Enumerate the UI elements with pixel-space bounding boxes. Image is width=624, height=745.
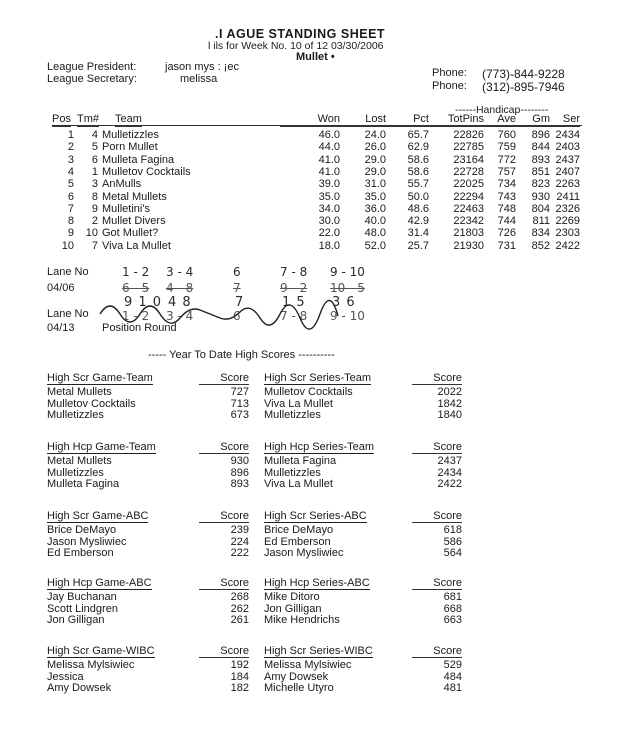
- standings-cell: 29.0: [364, 165, 386, 178]
- section-title: High Hcp Game-Team: [47, 441, 156, 453]
- secretary-label: League Secretary:: [47, 73, 137, 85]
- standings-cell: Mulletini's: [102, 202, 150, 215]
- standings-cell: 9: [67, 227, 74, 240]
- standings-cell: 44.0: [318, 141, 340, 154]
- sheet-title: .I AGUE STANDING SHEET: [215, 27, 386, 41]
- standings-cell: 844: [531, 141, 550, 154]
- standings-cell: 760: [497, 129, 516, 141]
- header-rule: [52, 125, 582, 126]
- score-name: Jessica: [47, 670, 84, 683]
- standings-cell: 896: [531, 129, 550, 141]
- score-name: Jason Mysliwiec: [264, 547, 344, 559]
- lane-pair-crossed: 9 - 2: [280, 281, 308, 295]
- score-value: 681: [443, 591, 462, 603]
- standings-cell: 851: [531, 165, 550, 178]
- standings-cell: 6: [91, 153, 98, 166]
- lane-date-1: 04/06: [47, 282, 75, 294]
- column-header-ser: Ser: [520, 113, 580, 127]
- score-header: Score: [433, 645, 462, 657]
- score-rule: [199, 384, 249, 385]
- column-header-gm: Gm: [490, 113, 550, 127]
- score-name: Melissa Mylsiwiec: [264, 659, 352, 671]
- standings-cell: Mullet Divers: [102, 215, 166, 228]
- standings-cell: Got Mullet?: [102, 227, 159, 240]
- standings-cell: 2326: [555, 202, 580, 215]
- score-value: 2437: [437, 455, 462, 467]
- score-header: Score: [220, 645, 249, 657]
- standings-cell: 852: [531, 239, 550, 252]
- score-name: Melissa Mylsiwiec: [47, 659, 135, 671]
- score-name: Jon Gilligan: [47, 614, 105, 626]
- score-value: 663: [443, 614, 462, 626]
- score-value: 262: [230, 602, 249, 615]
- standings-cell: 2407: [555, 165, 580, 178]
- score-name: Viva La Mullet: [264, 397, 333, 410]
- standings-cell: 40.0: [364, 215, 386, 228]
- standings-cell: 30.0: [318, 215, 340, 228]
- section-title: High Hcp Series-ABC: [264, 577, 370, 589]
- standings-cell: 22.0: [318, 227, 340, 240]
- standings-cell: 7: [91, 239, 98, 252]
- standings-cell: 24.0: [364, 129, 386, 141]
- score-rule: [412, 384, 462, 385]
- column-header-tm: Tm#: [77, 113, 99, 125]
- standings-cell: 743: [497, 190, 516, 203]
- standings-cell: 2: [91, 215, 98, 228]
- standings-cell: 5: [91, 141, 98, 154]
- standings-cell: 50.0: [407, 190, 429, 203]
- lane-header: 6: [233, 265, 241, 279]
- standings-cell: 65.7: [407, 129, 429, 141]
- lane-handwritten: 7: [235, 295, 245, 310]
- score-name: Mulletizzles: [264, 466, 321, 479]
- standings-cell: 31.0: [364, 178, 386, 191]
- score-value: 224: [230, 535, 249, 548]
- score-name: Michelle Utyro: [264, 682, 334, 694]
- standings-cell: 726: [497, 227, 516, 240]
- standings-cell: 804: [531, 202, 550, 215]
- score-value: 484: [443, 670, 462, 683]
- standings-cell: 2263: [555, 178, 580, 191]
- standings-cell: 734: [497, 178, 516, 191]
- score-value: 268: [230, 591, 249, 603]
- secretary-name: melissa: [180, 73, 218, 85]
- standings-cell: 55.7: [407, 178, 429, 191]
- standings-cell: 2434: [555, 129, 580, 141]
- standings-cell: 4: [67, 165, 74, 178]
- lane-no-label-2: Lane No: [47, 308, 89, 320]
- standings-cell: 35.0: [364, 190, 386, 203]
- score-name: Ed Emberson: [47, 547, 114, 559]
- column-header-pct: Pct: [369, 113, 429, 127]
- score-name: Mulletizzles: [264, 409, 321, 421]
- standings-cell: 9: [91, 202, 98, 215]
- lane-header: 1 - 2: [122, 265, 150, 279]
- lane-pair-crossed: 4 - 8: [166, 281, 194, 295]
- standings-cell: 22342: [453, 215, 484, 228]
- lane-header: 7 - 8: [280, 265, 308, 279]
- section-title: High Scr Game-WIBC: [47, 645, 155, 657]
- score-rule: [199, 589, 249, 590]
- score-header: Score: [220, 372, 249, 384]
- standings-cell: 2437: [555, 153, 580, 166]
- score-name: Viva La Mullet: [264, 478, 333, 490]
- score-name: Mulletizzles: [47, 466, 104, 479]
- score-value: 893: [230, 478, 249, 490]
- standings-cell: 757: [497, 165, 516, 178]
- standings-cell: 22294: [453, 190, 484, 203]
- standings-cell: Mulletov Cocktails: [102, 165, 191, 178]
- section-title: High Scr Game-ABC: [47, 510, 149, 522]
- standings-cell: 748: [497, 202, 516, 215]
- score-value: 182: [230, 682, 249, 694]
- standings-cell: 48.6: [407, 202, 429, 215]
- president-label: League President:: [47, 61, 137, 73]
- score-value: 1840: [437, 409, 462, 421]
- president-name: jason mys : ¡ec: [165, 61, 239, 73]
- score-value: 618: [443, 524, 462, 536]
- score-value: 727: [230, 386, 249, 398]
- score-header: Score: [220, 441, 249, 453]
- section-title: High Scr Series-ABC: [264, 510, 367, 522]
- score-name: Jon Gilligan: [264, 602, 322, 615]
- section-title: High Scr Series-Team: [264, 372, 371, 384]
- score-rule: [412, 589, 462, 590]
- standings-cell: 48.0: [364, 227, 386, 240]
- standings-cell: 6: [67, 190, 74, 203]
- score-name: Amy Dowsek: [47, 682, 112, 694]
- score-rule: [412, 657, 462, 658]
- standings-cell: 1: [67, 129, 74, 141]
- score-name: Metal Mullets: [47, 455, 112, 467]
- standings-cell: 2269: [555, 215, 580, 228]
- standings-cell: 10: [85, 227, 98, 240]
- column-header-pos: Pos: [52, 113, 71, 125]
- lane-pair: 3 - 4: [166, 309, 194, 323]
- score-value: 668: [443, 602, 462, 615]
- standings-cell: 7: [67, 202, 74, 215]
- score-name: Mulleta Fagina: [264, 455, 337, 467]
- standings-cell: 22728: [453, 165, 484, 178]
- standings-cell: 3: [91, 178, 98, 191]
- standings-cell: 26.0: [364, 141, 386, 154]
- score-rule: [199, 453, 249, 454]
- standings-cell: 834: [531, 227, 550, 240]
- score-rule: [412, 522, 462, 523]
- lane-handwritten: 1 5: [282, 295, 306, 310]
- column-header-totpins: TotPins: [424, 113, 484, 127]
- score-value: 930: [230, 455, 249, 467]
- score-value: 192: [230, 659, 249, 671]
- score-value: 222: [230, 547, 249, 559]
- standings-cell: 744: [497, 215, 516, 228]
- score-name: Jay Buchanan: [47, 591, 117, 603]
- section-title: High Scr Series-WIBC: [264, 645, 373, 657]
- standings-cell: 52.0: [364, 239, 386, 252]
- phone-label-1: Phone:: [432, 67, 467, 79]
- standings-cell: 62.9: [407, 141, 429, 154]
- standings-cell: 2303: [555, 227, 580, 240]
- standings-cell: 41.0: [318, 165, 340, 178]
- standings-cell: Mulleta Fagina: [102, 153, 175, 166]
- score-name: Scott Lindgren: [47, 602, 118, 615]
- standings-cell: 18.0: [318, 239, 340, 252]
- standings-cell: 4: [91, 129, 98, 141]
- column-header-won: Won: [280, 113, 340, 127]
- score-value: 2422: [437, 478, 462, 490]
- standings-cell: 22025: [453, 178, 484, 191]
- score-name: Metal Mullets: [47, 386, 112, 398]
- score-value: 2434: [437, 466, 462, 479]
- score-value: 1842: [437, 397, 462, 410]
- score-value: 2022: [437, 386, 462, 398]
- score-value: 896: [230, 466, 249, 479]
- score-value: 713: [230, 397, 249, 410]
- lane-header: 3 - 4: [166, 265, 194, 279]
- score-header: Score: [433, 510, 462, 522]
- score-value: 586: [443, 535, 462, 548]
- lane-handwritten: 9 1 0: [124, 295, 163, 310]
- standings-cell: 2422: [555, 239, 580, 252]
- standings-cell: 2411: [556, 190, 580, 203]
- standings-cell: 772: [497, 153, 516, 166]
- standings-cell: 35.0: [318, 190, 340, 203]
- standings-cell: 893: [531, 153, 550, 166]
- score-value: 261: [230, 614, 249, 626]
- standings-cell: 2403: [555, 141, 580, 154]
- section-title: High Hcp Game-ABC: [47, 577, 152, 589]
- score-name: Mike Hendrichs: [264, 614, 340, 626]
- standings-cell: Metal Mullets: [102, 190, 167, 203]
- ytd-title: ----- Year To Date High Scores ----------: [148, 349, 335, 361]
- score-rule: [199, 657, 249, 658]
- score-name: Amy Dowsek: [264, 670, 329, 683]
- standings-cell: 3: [67, 153, 74, 166]
- week-subtitle: l ils for Week No. 10 of 12 03/30/2006: [208, 40, 384, 52]
- standings-cell: 25.7: [407, 239, 429, 252]
- standings-cell: 34.0: [318, 202, 340, 215]
- score-value: 481: [443, 682, 462, 694]
- phone-number-1: (773)-844-9228: [482, 67, 565, 81]
- standings-cell: 930: [531, 190, 550, 203]
- standings-cell: 21803: [453, 227, 484, 240]
- standings-cell: AnMulls: [102, 178, 142, 191]
- league-name: Mullet •: [296, 51, 335, 63]
- standings-cell: 42.9: [407, 215, 429, 228]
- score-name: Jason Mysliwiec: [47, 535, 127, 548]
- score-header: Score: [220, 577, 249, 589]
- score-name: Brice DeMayo: [264, 524, 334, 536]
- standings-cell: 10: [61, 239, 74, 252]
- score-name: Brice DeMayo: [47, 524, 117, 536]
- standings-cell: Viva La Mullet: [102, 239, 171, 252]
- score-header: Score: [220, 510, 249, 522]
- score-rule: [412, 453, 462, 454]
- standings-cell: 731: [497, 239, 516, 252]
- standings-cell: 8: [67, 215, 74, 228]
- standings-cell: 823: [531, 178, 550, 191]
- score-rule: [199, 522, 249, 523]
- score-name: Mike Ditoro: [264, 591, 320, 603]
- column-header-lost: Lost: [326, 113, 386, 127]
- lane-handwritten: 3 6: [332, 295, 356, 310]
- score-name: Mulleta Fagina: [47, 478, 120, 490]
- standings-cell: 29.0: [364, 153, 386, 166]
- column-header-team: Team: [115, 113, 142, 125]
- standings-cell: 8: [91, 190, 98, 203]
- standings-cell: 22826: [453, 129, 484, 141]
- score-name: Mulletov Cocktails: [47, 397, 136, 410]
- handicap-label: ------Handicap--------: [455, 104, 549, 116]
- standings-cell: 5: [67, 178, 74, 191]
- standings-cell: 22785: [453, 141, 484, 154]
- standings-cell: 1: [91, 165, 98, 178]
- standings-cell: 759: [497, 141, 516, 154]
- lane-pair: 7 - 8: [280, 309, 308, 323]
- lane-pair: 1 - 2: [122, 309, 150, 323]
- score-value: 239: [230, 524, 249, 536]
- lane-pair: 6: [233, 309, 241, 323]
- score-name: Mulletov Cocktails: [264, 386, 353, 398]
- standings-cell: 46.0: [318, 129, 340, 141]
- phone-label-2: Phone:: [432, 80, 467, 92]
- standings-cell: 31.4: [407, 227, 429, 240]
- lane-pair-crossed: 10 - 5: [330, 281, 365, 295]
- phone-number-2: (312)-895-7946: [482, 80, 565, 94]
- score-value: 564: [443, 547, 462, 559]
- standings-cell: 22463: [453, 202, 484, 215]
- score-value: 529: [443, 659, 462, 671]
- standings-cell: 58.6: [407, 153, 429, 166]
- score-value: 673: [230, 409, 249, 421]
- standings-cell: Porn Mullet: [102, 141, 158, 154]
- score-value: 184: [230, 670, 249, 683]
- lane-pair: 9 - 10: [330, 309, 365, 323]
- lane-handwritten: 4 8: [168, 295, 192, 310]
- column-header-ave: Ave: [456, 113, 516, 127]
- section-title: High Scr Game-Team: [47, 372, 153, 384]
- standings-cell: 36.0: [364, 202, 386, 215]
- standings-cell: 2: [67, 141, 74, 154]
- lane-no-label: Lane No: [47, 266, 89, 278]
- lane-date-2: 04/13: [47, 322, 75, 334]
- lane-header: 9 - 10: [330, 265, 365, 279]
- section-title: High Hcp Series-Team: [264, 441, 375, 453]
- standings-cell: 39.0: [318, 178, 340, 191]
- standings-cell: 811: [532, 215, 550, 228]
- standings-cell: Mulletizzles: [102, 129, 159, 141]
- standings-cell: 23164: [453, 153, 484, 166]
- position-round: Position Round: [102, 322, 177, 334]
- score-header: Score: [433, 577, 462, 589]
- standings-cell: 21930: [453, 239, 484, 252]
- standings-cell: 58.6: [407, 165, 429, 178]
- score-name: Mulletizzles: [47, 409, 104, 421]
- score-name: Ed Emberson: [264, 535, 331, 548]
- lane-pair-crossed: 7: [233, 281, 241, 295]
- standings-cell: 41.0: [318, 153, 340, 166]
- lane-pair-crossed: 6 - 5: [122, 281, 150, 295]
- score-header: Score: [433, 441, 462, 453]
- score-header: Score: [433, 372, 462, 384]
